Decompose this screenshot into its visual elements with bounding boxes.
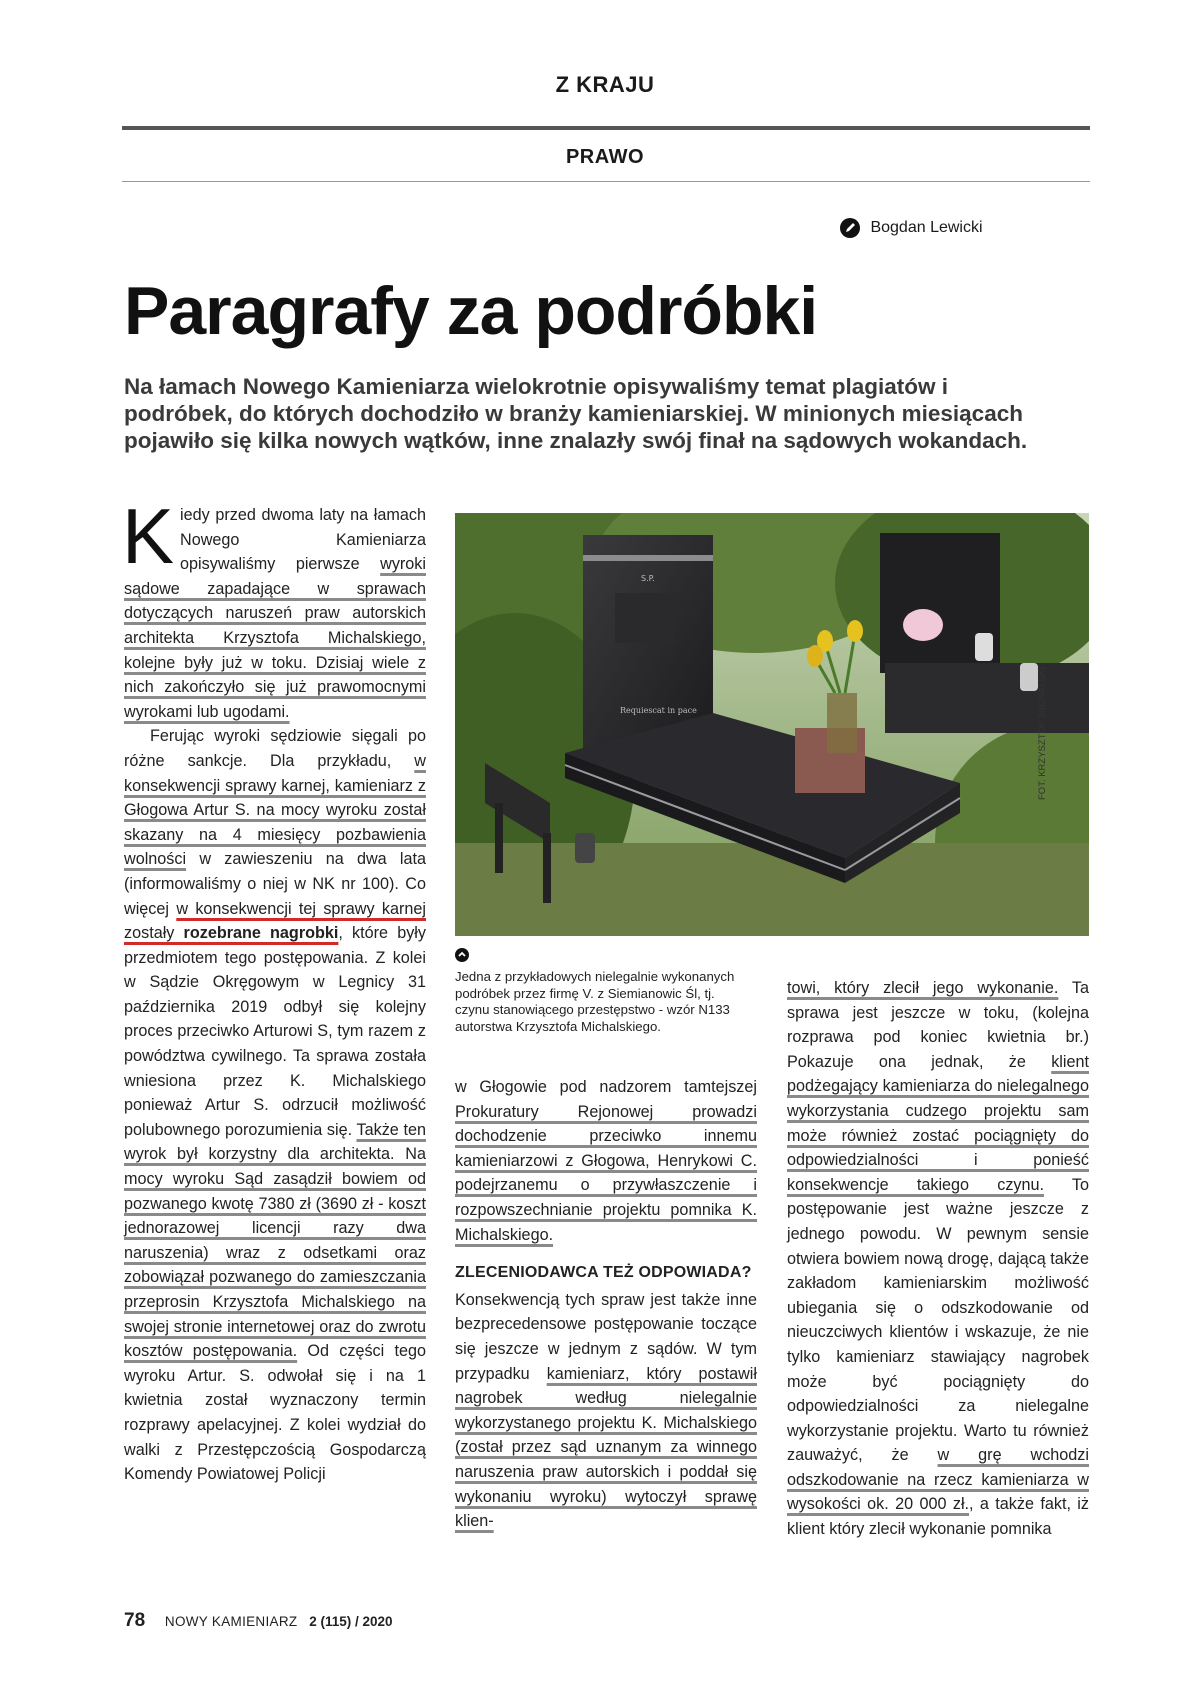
subsection-title: PRAWO — [565, 146, 645, 168]
text-column-2 — [455, 1075, 757, 1534]
tombstone-photo — [455, 513, 1089, 936]
col3-text: Ta sprawa jest jeszcze w toku, (kolejna rozprawa pod koniec kwietnia br.) Pokazuje ona jednak, że — [787, 979, 1089, 1071]
pen-icon — [840, 218, 860, 238]
author-byline — [840, 218, 983, 238]
drop-cap: K — [122, 492, 175, 580]
issue-number: 2 (115) / 2020 — [309, 1614, 393, 1629]
author-name: Bogdan Lewicki — [870, 219, 983, 236]
col3-text: , a także fakt, iż klient który zlecił wykonanie pomnika — [787, 1495, 1089, 1539]
col1-red-highlight-bold: rozebrane nagrobki — [183, 924, 339, 943]
plaque-sp-text: S.P. — [641, 574, 655, 583]
text-column-1 — [122, 492, 426, 1487]
col1-red-highlight: w konsekwencji tej sprawy karnej zostały — [124, 899, 426, 943]
col3-text: To postępowanie jest ważne jeszcze z jednego powodu. W pewnym sensie otwiera bowiem nową drogę, dającą także zakładom kamieniarskim możliwość ubiegania się o odszkodowanie od nieuczciwych klientów i wskazuje, że nie tylko kamieniarz stawiający nagrobek może być pociągnięty do odpowiedzialności za nielegalne wykorzystanie projektu. Warto tu również zauważyć, że — [787, 1175, 1089, 1465]
col2-text: Konsekwencją tych spraw jest także inne bezprecedensowe postępowanie toczące się jeszcze w jednym z sądów. W tym przypadku — [455, 1290, 757, 1383]
section-subhead: ZLECENIODAWCA TEŻ ODPOWIADA? — [455, 1264, 752, 1282]
caption-arrow-icon — [455, 948, 469, 962]
col1-highlight: wyroki sądowe zapadające w sprawach dotyczących naruszeń praw autorskich architekta Krzysztofa Michalskiego, kolejne były już w toku. Dzisiaj wiele z nich zakończyło się już prawomocnymi wyrokami lub ugodami. — [124, 555, 426, 721]
page-footer — [124, 1610, 393, 1632]
col2-text: w Głogowie pod nadzorem tamtejszej — [455, 1078, 757, 1096]
col1-text: iedy przed dwoma laty na łamach Nowego Kamieniarza opisywaliśmy pierwsze — [180, 506, 426, 574]
article-lead: Na łamach Nowego Kamieniarza wielokrotnie opisywaliśmy temat plagiatów i podróbek, do których dochodziło w branży kamieniarskiej. W minionych miesiącach pojawiło się kilka nowych wątków, inne znalazły swój finał na sądowych wokandach. — [124, 374, 1028, 453]
header-rule-thick — [122, 126, 1090, 130]
plaque-inscription: Requiescat in pace — [620, 706, 697, 715]
col2-highlight: Prokuratury Rejonowej prowadzi dochodzenie przeciwko innemu kamieniarzowi z Głogowa, Henrykowi C. podejrzanemu o przywłaszczenie i rozpowszechnianie projektu pomnika K. Michalskiego. — [455, 1102, 757, 1244]
col1-highlight: w konsekwencji sprawy karnej, kamieniarz z Głogowa Artur S. na mocy wyroku został skazany na 4 miesięcy pozbawienia wolności — [124, 751, 426, 869]
text-column-3 — [787, 976, 1089, 1542]
photo-credit: FOT. KRZYSZTOF MICHALSKI — [1037, 666, 1048, 800]
header-rule-thin — [122, 181, 1090, 182]
col1-text: Od części tego wyroku Artur. S. odwołał się i na 1 kwietnia został wyznaczony termin rozprawy apelacyjnej. Z kolei wydział do walki z Przestępczością Gospodarczą Komendy Powiatowej Policji — [124, 1342, 426, 1484]
magazine-name: NOWY KAMIENIARZ — [164, 1614, 298, 1629]
article-title: Paragrafy za podróbki — [124, 273, 818, 349]
section-title: Z KRAJU — [555, 72, 655, 97]
col3-highlight: w grę wchodzi odszkodowanie na rzecz kamieniarza w wysokości ok. 20 000 zł. — [787, 1446, 1089, 1514]
page-number: 78 — [124, 1610, 146, 1631]
col3-highlight: klient podżegający kamieniarza do nielegalnego wykorzystania cudzego projektu sam może również zostać pociągnięty do odpowiedzialności i ponieść konsekwencje takiego czynu. — [787, 1052, 1089, 1194]
col1-text: w zawieszeniu na dwa lata (informowaliśmy o niej w NK nr 100). Co więcej — [124, 850, 426, 918]
col1-text: , które były przedmiotem tego postępowania. Z kolei w Sądzie Okręgowym w Legnicy 31 października 2019 odbył się kolejny proces przeciwko Arturowi S, tym razem z powództwa cywilnego. Ta sprawa została wniesiona przez K. Michalskiego ponieważ Artur S. odrzucił możliwość polubownego porozumienia się. — [124, 924, 426, 1139]
photo-caption: Jedna z przykładowych nielegalnie wykonanych podróbek przez firmę V. z Siemianowic Śl, tj. czynu stanowiącego przestępstwo - wzór N133 autorstwa Krzysztofa Michalskiego. — [455, 969, 735, 1034]
col2-highlight: kamieniarz, który postawił nagrobek według nielegalnie wykorzystanego projektu K. Michalskiego (został przez sąd uznanym za winnego naruszenia praw autorskich i poddał się wykonaniu wyroku) wytoczył sprawę klien- — [455, 1364, 757, 1531]
col1-text: Ferując wyroki sędziowie sięgali po różne sankcje. Dla przykładu, — [124, 727, 426, 770]
col3-highlight: towi, który zlecił jego wykonanie. — [787, 979, 1059, 997]
tombstone-illustration — [455, 513, 1089, 936]
col1-highlight: Także ten wyrok był korzystny dla architekta. Na mocy wyroku Sąd zasądził bowiem od pozwanego kwotę 7380 zł (3690 zł - koszt jednorazowej licencji razy dwa naruszenia) wraz z odsetkami oraz zobowiązał pozwanego do zamieszczania przeprosin Krzysztofa Michalskiego na swojej stronie internetowej oraz do zwrotu kosztów postępowania. — [124, 1120, 426, 1361]
